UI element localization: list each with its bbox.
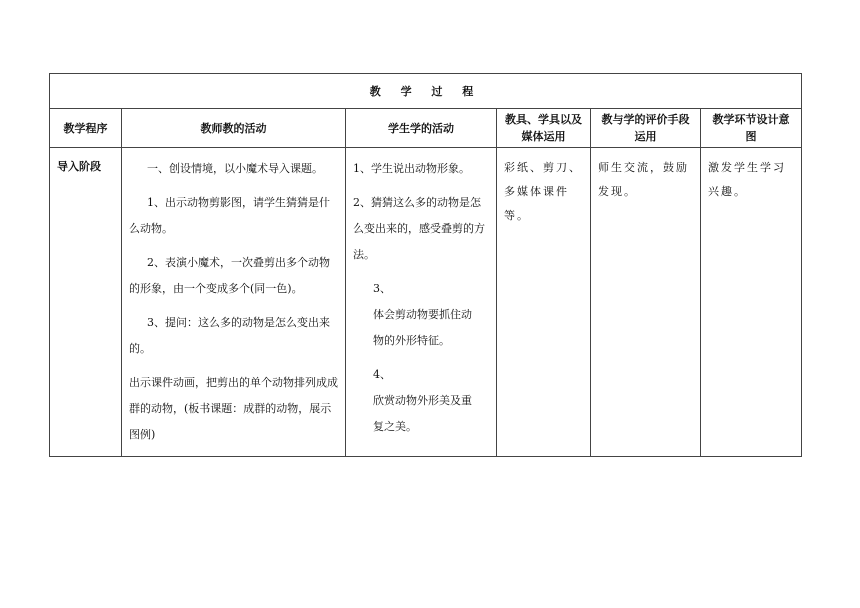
intent-text: 激发学生学习兴趣。 [708,161,786,198]
teaching-process-table [49,73,802,457]
student-line: 2、猜猜这么多的动物是怎么变出来的，感受叠剪的方法。 [353,196,485,261]
header-procedure: 教学程序 [50,109,122,148]
tools-media-cell [497,148,591,457]
teacher-line: 1、出示动物剪影图，请学生猜猜是什么动物。 [129,196,330,235]
student-activity-cell [346,148,497,457]
teacher-line: 出示课件动画，把剪出的单个动物排列成成群的动物，(板书课题：成群的动物，展示图例) [129,376,338,441]
item-text: 体会剪动物要抓住动物的外形特征。 [373,308,472,347]
item-text: 欣赏动物外形美及重复之美。 [373,394,472,433]
stage-cell: 导入阶段 [50,148,122,457]
header-student-activity: 学生学的活动 [346,109,497,148]
item-number: 4、 [373,368,391,381]
header-design-intent: 教学环节设计意图 [701,109,802,148]
header-evaluation: 教与学的评价手段运用 [591,109,701,148]
evaluation-text: 师生交流，鼓励发现。 [598,161,689,198]
student-line: 1、学生说出动物形象。 [353,162,470,175]
header-row [50,109,802,148]
tools-text: 彩纸、剪刀、多媒体课件等。 [504,161,582,222]
student-numbered-line [353,276,490,354]
evaluation-cell [591,148,701,457]
teacher-activity-cell [122,148,346,457]
design-intent-cell [701,148,802,457]
table-title: 教 学 过 程 [50,74,802,109]
teacher-line: 一、创设情境，以小魔术导入课题。 [147,162,323,175]
table-row [50,148,802,457]
teacher-line: 3、提问：这么多的动物是怎么变出来的。 [129,316,330,355]
student-numbered-line [353,362,490,440]
header-tools-media: 教具、学具以及媒体运用 [497,109,591,148]
header-teacher-activity: 教师教的活动 [122,109,346,148]
teacher-line: 2、表演小魔术，一次叠剪出多个动物的形象，由一个变成多个(同一色)。 [129,256,330,295]
item-number: 3、 [373,282,391,295]
